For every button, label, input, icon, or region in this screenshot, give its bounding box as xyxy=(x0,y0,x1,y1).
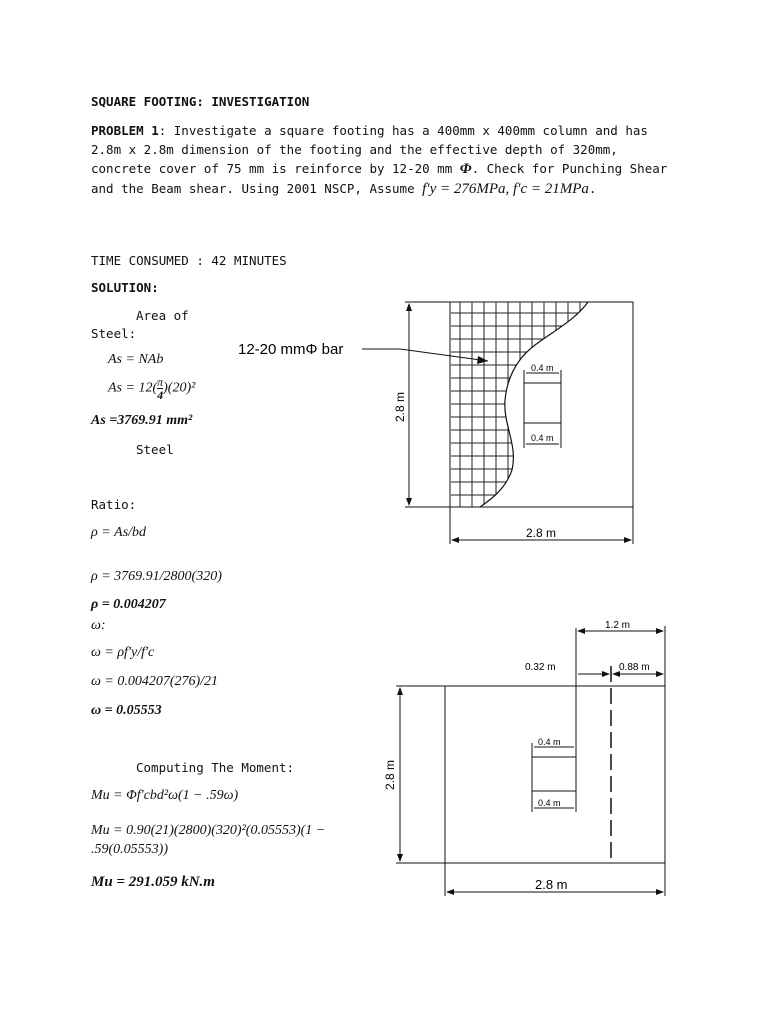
pi-denominator: 4 xyxy=(157,388,164,402)
eq-as-2-a: As = 12( xyxy=(108,380,158,396)
fig2-side-dim: 2.8 m xyxy=(383,759,397,790)
fig2-base-dim: 2.8 m xyxy=(535,877,568,892)
rho-eq-2: ρ = 3769.91/2800(320) xyxy=(91,569,222,584)
ratio-label: Ratio: xyxy=(91,497,137,512)
fig2-column-square xyxy=(532,757,576,791)
omega-eq-1: ω = ρf′y/f′c xyxy=(91,645,155,660)
time-consumed: TIME CONSUMED : 42 MINUTES xyxy=(91,253,287,268)
fig2-dim-1-2: 1.2 m xyxy=(605,620,631,631)
fy-value: f′y = 276MPa xyxy=(422,181,506,197)
page-title: SQUARE FOOTING: INVESTIGATION xyxy=(91,94,310,109)
fig1-dim-bottom: 0.4 m xyxy=(531,433,554,443)
mu-eq-2a: Mu = 0.90(21)(2800)(320)²(0.05553)(1 − xyxy=(91,823,326,838)
fc-value: f′c = 21MPa xyxy=(513,181,589,197)
fig2-dim-top: 0.4 m xyxy=(538,737,561,747)
mu-eq-2b: .59(0.05553)) xyxy=(91,842,168,857)
column-square xyxy=(524,383,561,423)
problem-text-a: : Investigate a square footing has a 400mm x 400mm column and has 2.8m x 2.8m dimension of the footing and the effective depth of 320mm, concrete cover of 75 mm is reinforce by 12-20 mm xyxy=(91,123,648,176)
rho-eq-1: ρ = As/bd xyxy=(91,525,147,540)
eq-as-3: As =3769.91 mm² xyxy=(91,413,193,428)
omega-eq-3: ω = 0.05553 xyxy=(91,703,162,718)
omega-eq-2: ω = 0.004207(276)/21 xyxy=(91,674,219,689)
phi-symbol: Φ xyxy=(459,161,472,177)
mu-eq-3: Mu = 291.059 kN.m xyxy=(91,874,215,890)
solution-label: SOLUTION: xyxy=(91,280,159,295)
fig2-dim-0-88: 0.88 m xyxy=(619,662,650,673)
fig1-dim-top: 0.4 m xyxy=(531,363,554,373)
steel-colon-label: Steel: xyxy=(91,326,137,341)
area-of-label: Area of xyxy=(136,308,189,323)
problem-text-b: . Check for Punching Shear and the Beam shear. Using 2001 NSCP, Assume xyxy=(91,161,668,196)
problem-end: . xyxy=(588,181,597,196)
fig1-base-dim: 2.8 m xyxy=(526,526,557,540)
beam-shear-figure xyxy=(383,620,665,896)
pi-numerator: π xyxy=(157,375,164,389)
eq-as-2-b: )(20)² xyxy=(163,380,196,396)
problem-label: PROBLEM 1 xyxy=(91,123,159,138)
fig1-bar-label: 12-20 mmΦ bar xyxy=(238,341,344,358)
fig2-dim-bottom: 0.4 m xyxy=(538,798,561,808)
separator: , xyxy=(505,181,514,197)
steel-label: Steel xyxy=(136,442,174,457)
rho-eq-3: ρ = 0.004207 xyxy=(91,597,166,612)
mu-eq-1: Mu = Φf′cbd²ω(1 − .59ω) xyxy=(91,788,239,803)
omega-label: ω: xyxy=(91,618,106,633)
eq-as-1: As = NAb xyxy=(108,352,164,367)
fig1-side-dim: 2.8 m xyxy=(393,391,407,422)
moment-title: Computing The Moment: xyxy=(136,760,295,775)
fig2-dim-0-32: 0.32 m xyxy=(525,662,556,673)
